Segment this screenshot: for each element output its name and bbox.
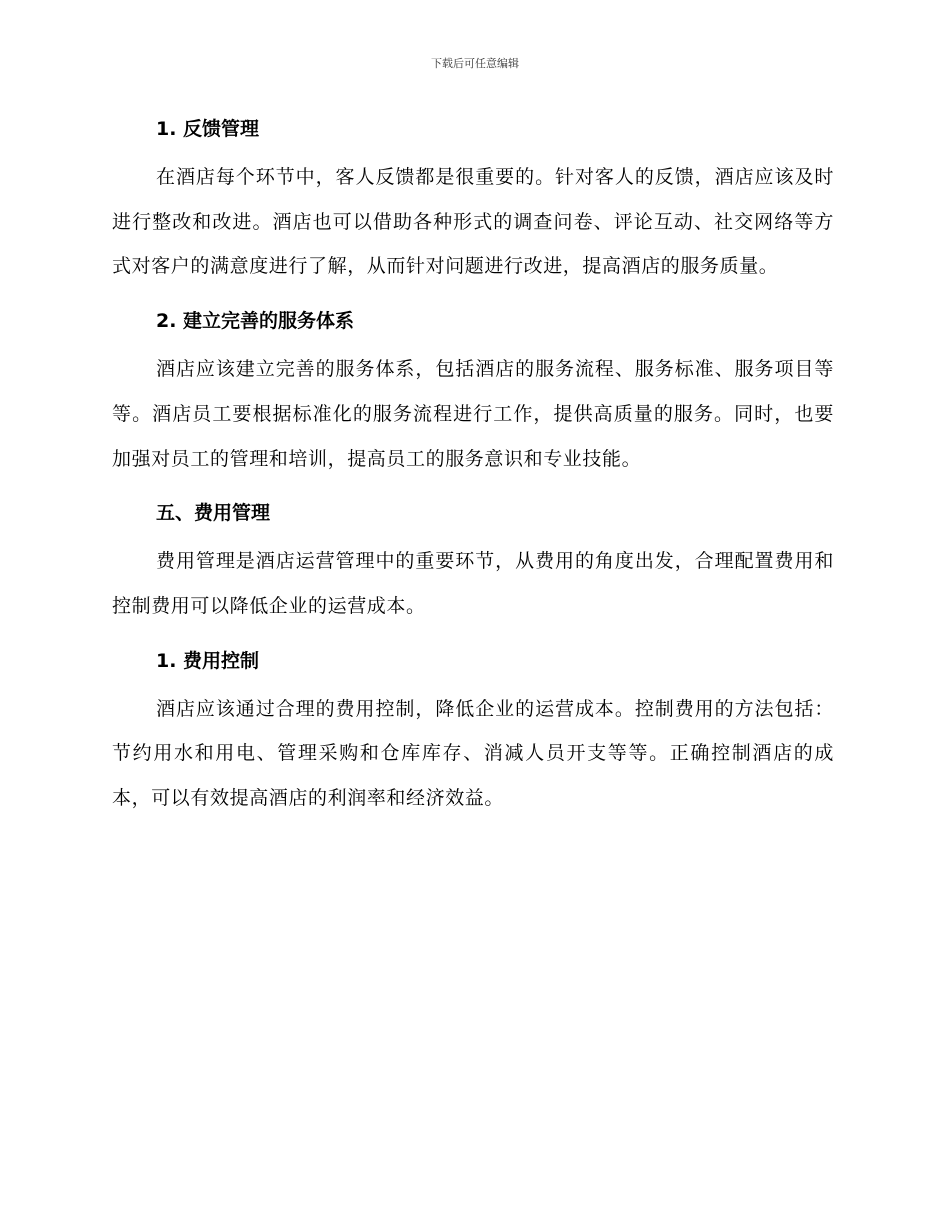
section-heading-cost-management: 五、费用管理 [156,502,271,525]
section-paragraph-feedback: 在酒店每个环节中，客人反馈都是很重要的。针对客人的反馈，酒店应该及时进行整改和改进。酒店也可以借助各种形式的调查问卷、评论互动、社交网络等方式对客户的满意度进行了解，从而针对问题进行改进，提高酒店的服务质量。 [112,166,834,278]
section-heading-feedback: 1. 反馈管理 [156,118,260,140]
section-paragraph-service-system: 酒店应该建立完善的服务体系，包括酒店的服务流程、服务标准、服务项目等等。酒店员工要根据标准化的服务流程进行工作，提供高质量的服务。同时，也要加强对员工的管理和培训，提高员工的服务意识和专业技能。 [112,358,834,470]
section-paragraph-cost-control: 酒店应该通过合理的费用控制，降低企业的运营成本。控制费用的方法包括：节约用水和用电、管理采购和仓库库存、消减人员开支等等。正确控制酒店的成本，可以有效提高酒店的利润率和经济效益。 [112,697,834,810]
section-heading-cost-control: 1. 费用控制 [156,649,260,672]
section-paragraph-cost-management: 费用管理是酒店运营管理中的重要环节，从费用的角度出发，合理配置费用和控制费用可以降低企业的运营成本。 [112,550,834,617]
document-body [112,111,834,821]
section-heading-service-system: 2. 建立完善的服务体系 [156,310,355,333]
page-header: 下载后可任意编辑 [431,57,519,70]
